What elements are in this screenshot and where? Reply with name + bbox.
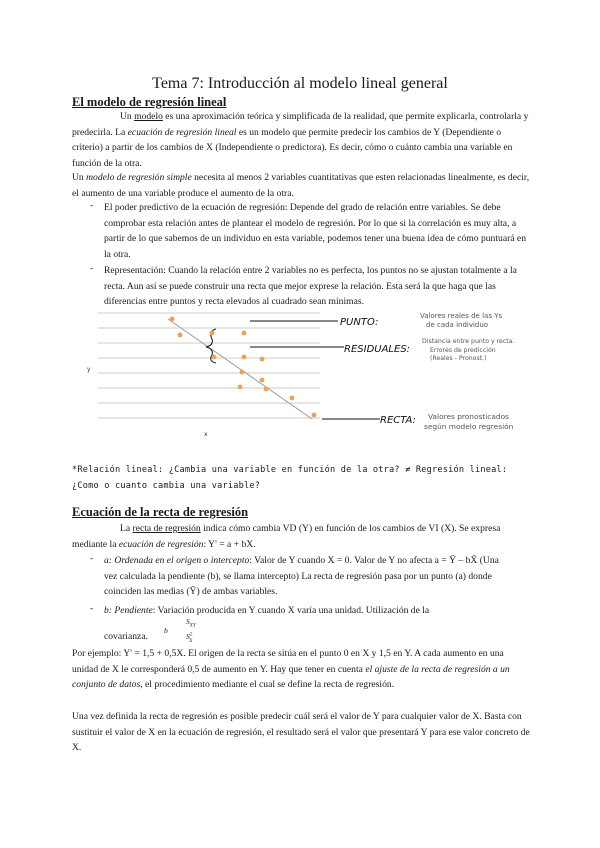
bullet-intercept: a: Ordenada en el origen o intercepto: Valor de Y cuando X = 0. Valor de Y no afecta a = Ȳ – bX̄ (Una vez calculada la pendiente (b), se llama intercepto) La recta de regresión pasa por un punto (a) donde coinciden las medias (Ȳ) de ambas variables. bbox=[104, 555, 499, 598]
data-point bbox=[212, 355, 217, 360]
page-title: Tema 7: Introducción al modelo lineal general bbox=[152, 75, 448, 92]
data-point bbox=[264, 387, 269, 392]
punto-label: PUNTO: bbox=[340, 317, 379, 328]
recta-desc-2: según modelo regresión bbox=[424, 422, 514, 431]
punto-desc-2: de cada individuo bbox=[426, 321, 489, 329]
regression-line bbox=[168, 319, 312, 419]
data-point bbox=[238, 385, 243, 390]
intro-paragraph: Un modelo es una aproximación teórica y simplificada de la realidad, que permite explicarla, controlarla y predecirla. La ecuación de regresión lineal es un modelo que permite predecir los cambios de Y (Dependiente o criterio) a partir de los cambios de X (Independiente o predictora). Es decir, cómo o cuánto cambia una variable en función de la otra. bbox=[72, 111, 529, 169]
note-line-2: ¿Como o cuanto cambia una variable? bbox=[72, 481, 261, 491]
note-line-1: *Relación lineal: ¿Cambia una variable en función de la otra? ≠ Regresión lineal: bbox=[72, 465, 508, 475]
data-points bbox=[170, 317, 317, 418]
residuales-desc-1: Distancia entre punto y recta. bbox=[422, 338, 515, 345]
section1-heading: El modelo de regresión lineal bbox=[72, 95, 227, 109]
bullet-slope: b: Pendiente: Variación producida en Y cuando X varía una unidad. Utilización de la bbox=[104, 605, 430, 616]
data-point bbox=[242, 331, 247, 336]
modelo-term: modelo bbox=[134, 111, 163, 122]
recta-label: RECTA: bbox=[380, 415, 416, 426]
data-point bbox=[178, 333, 183, 338]
data-point bbox=[260, 357, 265, 362]
slope-formula: b $S_{XY}$ $S^2_X$ bbox=[164, 617, 196, 644]
regression-line-paragraph: La recta de regresión indica cómo cambia VD (Y) en función de los cambios de VI (X). Se expresa mediante la ecuación de regresión: Y' = a + bX. bbox=[72, 523, 501, 550]
residuales-label: RESIDUALES: bbox=[344, 344, 411, 355]
data-point bbox=[312, 413, 317, 418]
data-point bbox=[290, 396, 295, 401]
example-paragraph: Por ejemplo: Y' = 1,5 + 0,5X. El origen de la recta se sitúa en el punto 0 en X y 1,5 en Y. A cada aumento en una unidad de X le corresponderá 0,5 de aumento en Y. Hay que tener en cuenta el ajuste de la recta de regresión a un conjunto de datos, el procedimiento mediante el cual se define la recta de regresión. bbox=[72, 648, 510, 691]
punto-desc-1: Valores reales de las Ys bbox=[420, 312, 503, 320]
data-point bbox=[240, 370, 245, 375]
data-point bbox=[242, 355, 247, 360]
data-point bbox=[210, 331, 215, 336]
document-page: Tema 7: Introducción al modelo lineal general El modelo de regresión lineal Un modelo es una aproximación teórica y simplificada de la realidad, que permite explicarla, controlarla y predecirla. La ecuación de regresión lineal es un modelo que permite predecir los cambios de Y (Dependiente o criterio) a partir de los cambios de X (Independiente o predictora). Es decir, cómo o cuánto cambia una variable en función de la otra. Un modelo de regresión simple necesita al menos 2 variables cuantitativas que esten relacionadas linealmente, es decir, el aumento de una variable produce el aumento de la otra. - El poder predictivo de la ecuación de regresión: Depende del grado de relación entre variables. Se debe comprobar esta relación antes de plantear el modelo de regresión. Por lo que si la correlación es muy alta, a partir de lo que sabemos de un individuo en esta variable, podemos tener una buena idea de cómo puntuará en la otra. - Representación: Cuando la relación entre 2 variables no es perfecta, los puntos no se ajustan totalmente a la recta. Aun así se puede construir una recta que mejor exprese la relación. Esta será la que haga que las diferencias entre puntos y recta elevados al cuadrado sean mínimas. y x PUNTO: Valores reales de las Ys de cada individuo RESIDUALES: Distancia entre punto y recta. Errores de predicción (Reales - Pronost.) RECTA: Valores pronosticados según modelo regresión *Relación lineal: ¿Cambia una variable en función de la otra? ≠ Regresión lineal: ¿Como o cuanto cambia una variable? Ecuación de la recta de regresión La recta de regresión indica cómo cambia VD (Y) en función de los cambios de VI (X). Se expresa mediante la ecuación de regresión: Y' = a + bX. - a: Ordenada en el origen o intercepto: Valor de Y cuando X = 0. Valor de Y no afecta a = Ȳ – bX̄ (Una vez calculada la pendiente (b), se llama intercepto) La recta de regresión pasa por un punto (a) donde coinciden las medias (Ȳ) de ambas variables. - b: Pendiente: Variación producida en Y cuando X varía una unidad. Utilización de la covarianza. b $S_{XY}$ $S^2_X$ Por ejemplo: Y' = 1,5 + 0,5X. El origen de la recta se sitúa en el punto 0 en X y 1,5 en Y. A cada aumento en una unidad de X le corresponderá 0,5 de aumento en Y. Hay que tener en cuenta el ajuste de la recta de regresión a un conjunto de datos, el procedimiento mediante el cual se define la recta de regresión. Una vez definida la recta de regresión es posible predecir cuál será el valor de Y para cualquier valor de X. Basta con sustituir el valor de X en la ecuación de regresión, el resultado será el valor que presentará Y para ese valor concreto de X. bbox=[0, 0, 600, 848]
grid-lines bbox=[98, 313, 320, 418]
simple-model-paragraph: Un modelo de regresión simple necesita al menos 2 variables cuantitativas que esten relacionadas linealmente, es decir, el aumento de una variable produce el aumento de la otra. bbox=[72, 172, 530, 199]
x-axis-label: x bbox=[204, 431, 208, 438]
covarianza-label: covarianza. bbox=[104, 631, 148, 642]
bullet-representation: Representación: Cuando la relación entre 2 variables no es perfecta, los puntos no se ajustan totalmente a la recta. Aun así se puede construir una recta que mejor exprese la relación. Esta será la que haga que las diferencias entre puntos y recta elevados al cuadrado sean mínimas. bbox=[104, 265, 517, 308]
data-point bbox=[260, 378, 265, 383]
ecuacion-term: ecuación de regresión lineal bbox=[127, 126, 237, 138]
section2-heading: Ecuación de la recta de regresión bbox=[72, 505, 249, 519]
final-paragraph: Una vez definida la recta de regresión es posible predecir cuál será el valor de Y para cualquier valor de X. Basta con sustituir el valor de X en la ecuación de regresión, el resultado será el valor que presentará Y para ese valor concreto de X. bbox=[72, 711, 530, 754]
recta-desc-1: Valores pronosticados bbox=[428, 412, 509, 421]
bullet-predictive-power: El poder predictivo de la ecuación de regresión: Depende del grado de relación entre variables. Se debe comprobar esta relación antes de plantear el modelo de regresión. Por lo que si la correlación es muy alta, a partir de lo que sabemos de un individuo en esta variable, podemos tener una buena idea de cómo puntuará en la otra. bbox=[104, 202, 526, 260]
regression-figure bbox=[80, 305, 540, 440]
y-axis-label: y bbox=[87, 366, 91, 373]
residuales-desc-2: Errores de predicción bbox=[430, 347, 496, 354]
residuales-desc-3: (Reales - Pronost.) bbox=[430, 355, 487, 362]
data-point bbox=[170, 317, 175, 322]
